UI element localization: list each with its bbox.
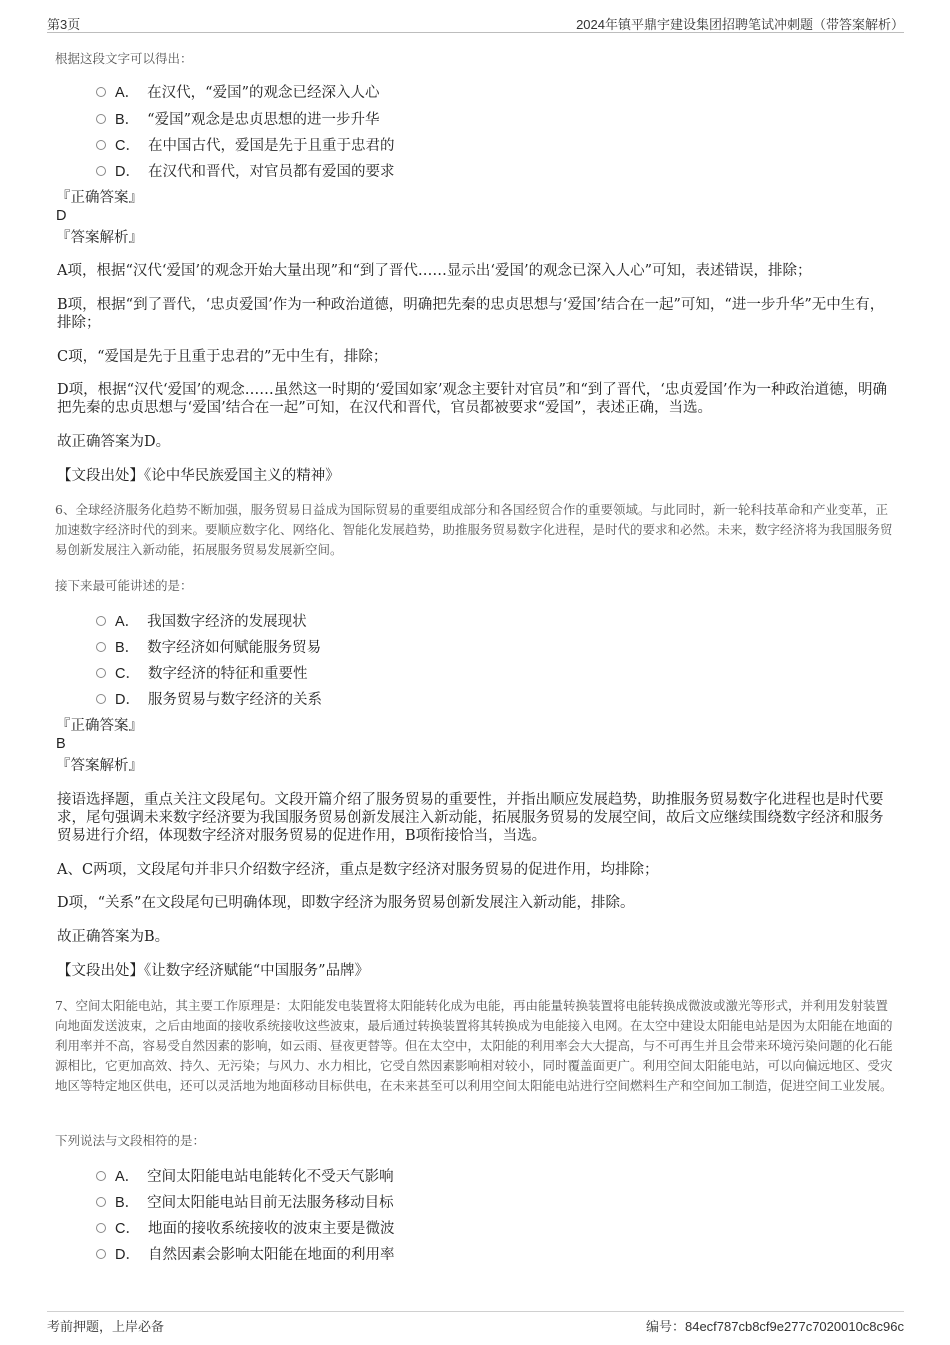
- option-text: 数字经济的特征和重要性: [147, 666, 308, 682]
- q6-analysis-d: D项，“关系”在文段尾句已明确体现，即数字经济为服务贸易创新发展注入新动能，排除。: [57, 895, 635, 911]
- option-letter: C．: [115, 138, 140, 154]
- radio-icon[interactable]: [96, 1223, 106, 1233]
- q5-option-c[interactable]: [96, 134, 394, 154]
- page-footer: [47, 1311, 904, 1334]
- q5-analysis-b: B项，根据“到了晋代，‘忠贞爱国’作为一种政治道德，明确把先秦的忠贞思想与‘爱国’结合在一起”可知，“进一步升华”无中生有，排除；: [57, 297, 885, 331]
- option-letter: D．: [115, 164, 140, 180]
- q7-option-a[interactable]: [96, 1165, 394, 1185]
- document-code: [646, 1316, 904, 1335]
- q6-answer-label: 『正确答案』: [56, 718, 143, 734]
- q7-passage: 7、空间太阳能电站，其主要工作原理是：太阳能发电装置将太阳能转化成为电能，再由能量转换装置将电能转换成微波或激光等形式，并利用发射装置向地面发送波束，之后由地面的接收系统接收这些波束，最后通过转换装置将其转换成为电能接入电网。在太空中建设太阳能电站是因为太阳能在地面的利用率并不高，容易受自然因素的影响，如云雨、昼夜更替等。但在太空中，太阳能的利用率会大大提高，与不可再生并且会带来环境污染问题的化石能源相比，它更加高效、持久、无污染；与风力、水力相比，它受自然因素影响相对较小，同时覆盖面更广。利用空间太阳能电站，可以向偏远地区、受灾地区等特定地区供电，还可以灵活地为地面移动目标供电，在未来甚至可以利用空间太阳能电站进行空间燃料生产和空间加工制造，促进空间工业发展。: [55, 998, 893, 1093]
- q5-analysis-c: C项，“爱国是先于且重于忠君的”无中生有，排除；: [57, 349, 388, 365]
- q6-answer: B: [56, 736, 66, 752]
- option-letter: C．: [115, 666, 140, 682]
- q5-source: 【文段出处】《论中华民族爱国主义的精神》: [57, 468, 340, 484]
- q6-source: 【文段出处】《让数字经济赋能“中国服务”品牌》: [57, 963, 370, 979]
- code-label: 编号：: [645, 1320, 685, 1335]
- option-letter: A．: [115, 614, 140, 630]
- radio-icon[interactable]: [96, 87, 106, 97]
- option-letter: A．: [115, 1169, 140, 1185]
- q6-passage: 6、全球经济服务化趋势不断加强，服务贸易日益成为国际贸易的重要组成部分和各国经贸合作的重要领域。与此同时，新一轮科技革命和产业变革，正加速数字经济时代的到来。要顺应数字化、网络化、智能化发展趋势，助推服务贸易数字化进程，是时代的要求和必然。未来，数字经济将为我国服务贸易创新发展注入新动能，拓展服务贸易发展新空间。: [55, 502, 893, 557]
- q6-option-b[interactable]: [96, 636, 321, 656]
- radio-icon[interactable]: [96, 114, 106, 124]
- radio-icon[interactable]: [96, 140, 106, 150]
- q6-option-c[interactable]: [96, 662, 307, 682]
- option-text: 服务贸易与数字经济的关系: [147, 692, 322, 708]
- option-text: 在中国古代，爱国是先于且重于忠君的: [147, 138, 395, 154]
- option-text: 数字经济如何赋能服务贸易: [147, 640, 322, 656]
- q5-analysis-d: D项，根据“汉代‘爱国’的观念……虽然这一时期的‘爱国如家’观念主要针对官员”和“到了晋代，‘忠贞爱国’作为一种政治道德，明确把先秦的忠贞思想与‘爱国’结合在一起”可知，在汉代和晋代，官员都被要求“爱国”，表述正确，当选。: [57, 382, 888, 416]
- q5-answer-label: 『正确答案』: [56, 190, 143, 206]
- q5-answer: D: [56, 208, 67, 224]
- radio-icon[interactable]: [96, 668, 106, 678]
- q7-option-d[interactable]: [96, 1243, 394, 1263]
- option-text: 自然因素会影响太阳能在地面的利用率: [147, 1247, 395, 1263]
- q5-prompt: 根据这段文字可以得出：: [55, 51, 193, 66]
- option-text: 空间太阳能电站目前无法服务移动目标: [147, 1195, 394, 1211]
- page-number: 第3页: [47, 17, 81, 32]
- option-letter: D．: [115, 692, 140, 708]
- option-letter: C．: [115, 1221, 140, 1237]
- q5-option-b[interactable]: [96, 108, 380, 128]
- q5-analysis-label: 『答案解析』: [56, 230, 143, 246]
- q6-option-a[interactable]: [96, 610, 307, 630]
- radio-icon[interactable]: [96, 1171, 106, 1181]
- option-text: 地面的接收系统接收的波束主要是微波: [147, 1221, 395, 1237]
- option-letter: D．: [115, 1247, 140, 1263]
- radio-icon[interactable]: [96, 166, 106, 176]
- radio-icon[interactable]: [96, 616, 106, 626]
- q5-analysis-a: A项，根据“汉代‘爱国’的观念开始大量出现”和“到了晋代……显示出‘爱国’的观念已深入人心”可知，表述错误，排除；: [57, 263, 812, 279]
- q5-conclusion: 故正确答案为D。: [57, 434, 171, 450]
- radio-icon[interactable]: [96, 1197, 106, 1207]
- q6-analysis-label: 『答案解析』: [56, 758, 143, 774]
- footer-slogan: 考前押题，上岸必备: [47, 1320, 165, 1335]
- code-value: 84ecf787cb8cf9e277c7020010c8c96c: [684, 1319, 904, 1334]
- q6-analysis-ac: A、C两项，文段尾句并非只介绍数字经济，重点是数字经济对服务贸易的促进作用，均排除；: [57, 862, 659, 878]
- q6-prompt: 接下来最可能讲述的是：: [55, 578, 193, 593]
- radio-icon[interactable]: [96, 1249, 106, 1259]
- option-text: 我国数字经济的发展现状: [147, 614, 307, 630]
- q6-analysis-main: 接语选择题，重点关注文段尾句。文段开篇介绍了服务贸易的重要性，并指出顺应发展趋势，助推服务贸易数字化进程也是时代要求，尾句强调未来数字经济要为我国服务贸易创新发展注入新动能，拓展服务贸易的发展空间，故后文应继续围绕数字经济和服务贸易进行介绍，体现数字经济对服务贸易的促进作用，B项衔接恰当，当选。: [57, 792, 884, 844]
- option-text: 在汉代，“爱国”的观念已经深入人心: [147, 85, 380, 101]
- document-title: 2024年镇平鼎宇建设集团招聘笔试冲刺题（带答案解析）: [576, 17, 904, 32]
- q5-option-a[interactable]: [96, 81, 380, 101]
- radio-icon[interactable]: [96, 642, 106, 652]
- option-letter: A．: [115, 85, 140, 101]
- option-letter: B．: [115, 1195, 140, 1211]
- q7-option-b[interactable]: [96, 1191, 394, 1211]
- radio-icon[interactable]: [96, 694, 106, 704]
- page-header: [47, 14, 904, 33]
- option-text: 空间太阳能电站电能转化不受天气影响: [147, 1169, 394, 1185]
- q6-conclusion: 故正确答案为B。: [57, 929, 170, 945]
- q6-option-d[interactable]: [96, 688, 322, 708]
- q7-prompt: 下列说法与文段相符的是：: [55, 1133, 206, 1148]
- option-text: 在汉代和晋代，对官员都有爱国的要求: [147, 164, 395, 180]
- option-letter: B．: [115, 640, 140, 656]
- q7-option-c[interactable]: [96, 1217, 394, 1237]
- option-letter: B．: [115, 112, 140, 128]
- option-text: “爱国”观念是忠贞思想的进一步升华: [147, 112, 380, 128]
- q5-option-d[interactable]: [96, 160, 394, 180]
